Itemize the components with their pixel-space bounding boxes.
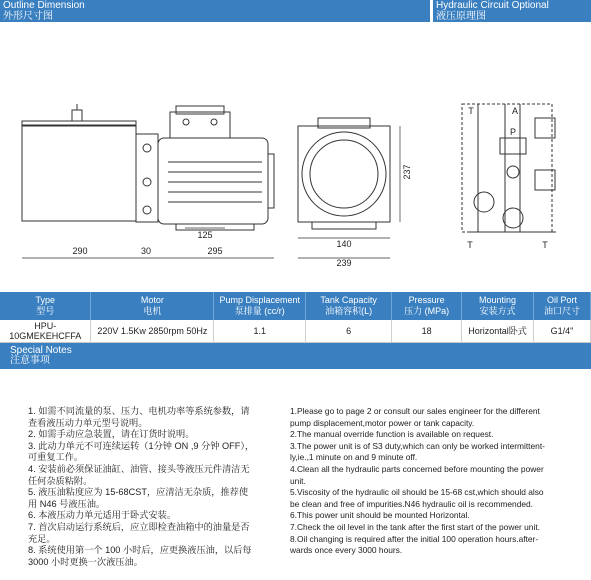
outline-title-cn: 外形尺寸图 [3,11,53,22]
spec-header-row [0,292,591,320]
header-tank: Tank Capacity 油箱容积(L) [306,292,392,320]
dim-30: 30 [140,246,152,256]
note-line: 用 N46 号液压油。 [28,498,106,509]
note-line: 3.The power unit is of S3 duty,which can only be worked intermittent- [290,440,545,451]
note-line: 充足。 [28,533,56,544]
special-notes-title-en: Special Notes [10,345,72,356]
note-line: 5. 液压油粘度应为 15-68CST，应清洁无杂质，推荐使 [28,487,249,498]
note-line: 2. 如需手动应急装置，请在订货时说明。 [28,429,195,440]
outline-title-en: Outline Dimension [3,0,85,11]
dim-290: 290 [72,246,88,256]
spec-table [0,292,591,343]
outline-dimension-header [0,0,430,22]
circuit-label-p: P [509,127,517,137]
cell-mounting: Horizontal卧式 [462,320,534,342]
table-row [0,320,591,342]
note-line: 3. 此动力单元不可连续运转（1分钟 ON ,9 分钟 OFF）， [28,440,255,451]
note-line: 任何杂质粘附。 [28,475,93,486]
note-line: 7. 首次启动运行系统后，应立即检查油箱中的油量是否 [28,521,250,532]
cell-motor: 220V 1.5Kw 2850rpm 50Hz [91,320,214,342]
note-line: 5.Viscosity of the hydraulic oil should be 15-68 cst,which should also [290,487,544,498]
circuit-frame [462,104,552,232]
note-line: 2.The manual override function is available on request. [290,429,494,440]
header-type: Type 型号 [0,292,91,320]
cell-pump: 1.1 [214,320,306,342]
dim-239: 239 [336,258,352,268]
note-line: be clean and free of impurities.N46 hydraulic oil is recommended. [290,498,533,509]
note-line: unit. [290,475,306,486]
note-line: 查看液压动力单元型号说明。 [28,417,148,428]
circuit-label-t-left: T [467,240,473,250]
note-line: 6. 本液压动力单元适用于卧式安装。 [28,510,177,521]
outline-drawing [0,22,591,288]
circuit-label-a: A [511,106,519,116]
cell-pressure: 18 [392,320,462,342]
header-pump: Pump Displacement 泵排量 (cc/r) [214,292,306,320]
cell-port: G1/4" [534,320,591,342]
note-line: 1.Please go to page 2 or consult our sales engineer for the different [290,406,540,416]
dim-237: 237 [402,164,412,180]
hydraulic-circuit-header [433,0,591,22]
note-line: ly,ie.,1 minute on and 9 minute off. [290,452,418,463]
header-pressure: Pressure 压力 (MPa) [392,292,462,320]
cell-tank: 6 [306,320,392,342]
note-line: pump displacement,motor power or tank capacity. [290,417,475,428]
note-line: 4.Clean all the hydraulic parts concerned before mounting the power [290,463,544,474]
motor-outline [158,138,268,224]
note-line: 8. 系统使用第一个 100 小时后，应更换液压油，以后每 [28,545,252,556]
note-line: 可重复工作。 [28,452,84,463]
special-notes-title-cn: 注意事项 [10,355,50,366]
circuit-label-t-top: T [468,106,474,116]
note-line: 8.Oil changing is required after the initial 100 operation hours.after- [290,533,539,544]
cell-type: HPU-10GMEKEHCFFA [0,320,91,342]
header-port: Oil Port 油口尺寸 [534,292,591,320]
notes-chinese [28,406,273,568]
note-line: wards once every 3000 hours. [290,545,403,556]
circuit-label-t-right: T [542,240,548,250]
note-line: 3000 小时更换一次液压油。 [28,556,143,567]
dim-140: 140 [336,239,352,249]
note-line: 4. 安装前必须保证油缸、油管、接头等液压元件清洁无 [28,463,250,474]
note-line: 6.This power unit should be mounted Horizontal. [290,510,470,521]
header-mounting: Mounting 安装方式 [462,292,534,320]
notes-english [290,406,580,557]
dim-125: 125 [197,230,213,240]
end-view-motor-circle [302,132,386,216]
header-motor: Motor 电机 [91,292,214,320]
special-notes-header [0,343,591,369]
note-line: 1. 如需不同流量的泵、压力、电机功率等系统参数，请 [28,406,250,416]
dim-295: 295 [207,246,223,256]
note-line: 7.Check the oil level in the tank after the first start of the power unit. [290,521,540,532]
hydraulic-title-en: Hydraulic Circuit Optional [436,0,549,11]
tank-outline [22,125,136,221]
hydraulic-title-cn: 液压原理图 [436,11,486,22]
